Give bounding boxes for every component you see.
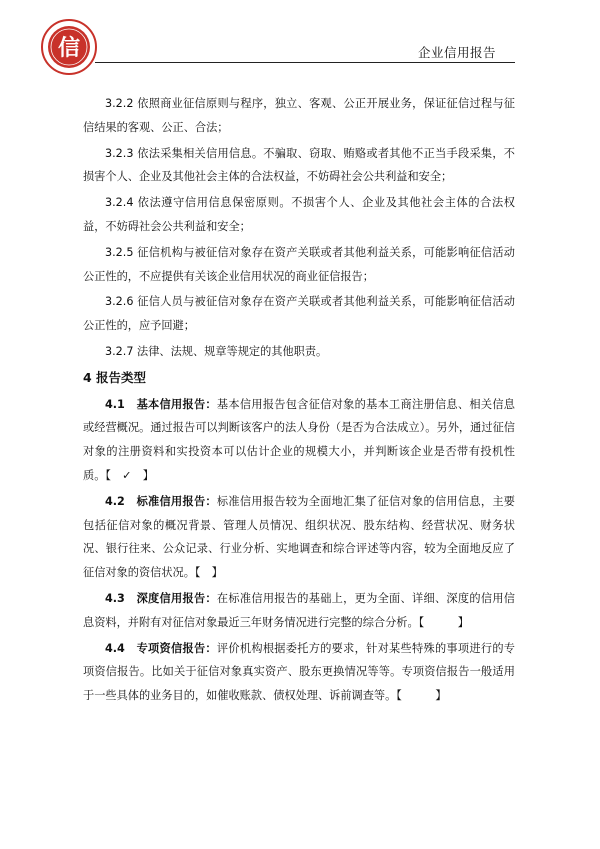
- report-type-body: 在标准信用报告的基础上，更为全面、详细、深度的信用信息资料，并附有对征信对象最近三年财务情况进行完整的综合分析。: [83, 591, 515, 629]
- report-type-body: 基本信用报告包含征信对象的基本工商注册信息、相关信息或经营概况。通过报告可以判断该客户的法人身份（是否为合法成立）。另外，通过征信对象的注册资料和实投资本可以估计企业的规模大小，并判断该企业是否带有投机性质。: [83, 397, 515, 482]
- report-type-label: 4.4 专项资信报告：: [105, 641, 217, 655]
- clause-3-2-3: 3.2.3 依法采集相关信用信息。不骗取、窃取、贿赂或者其他不正当手段采集，不损害个人、企业及其他社会主体的合法权益，不妨碍社会公共利益和安全；: [83, 146, 515, 184]
- checkbox-basic[interactable]: 【 ✓ 】: [105, 468, 154, 482]
- report-type-basic: [83, 393, 515, 488]
- report-type-deep: [83, 587, 515, 635]
- clause-3-2-4: 3.2.4 依法遵守信用信息保密原则。不损害个人、企业及其他社会主体的合法权益，不妨碍社会公共利益和安全；: [83, 196, 515, 233]
- clause-3-2-6: 3.2.6 征信人员与被征信对象存在资产关联或者其他利益关系，可能影响征信活动公正性的，应予回避；: [83, 295, 515, 333]
- checkbox-special[interactable]: 【 】: [396, 689, 447, 703]
- header-title: 企业信用报告: [418, 45, 497, 60]
- checkbox-standard[interactable]: 【 】: [194, 566, 223, 580]
- report-type-body: 评价机构根据委托方的要求，针对某些特殊的事项进行的专项资信报告。比如关于征信对象真实资产、股东更换情况等等。专项资信报告一般适用于一些具体的业务目的，如催收账款、债权处理、诉前调查等。: [83, 641, 515, 703]
- clause-3-2-2: 3.2.2 依照商业征信原则与程序，独立、客观、公正开展业务，保证征信过程与征信结果的客观、公正、合法；: [83, 97, 515, 134]
- clause-3-2-5: 3.2.5 征信机构与被征信对象存在资产关联或者其他利益关系，可能影响征信活动公正性的，不应提供有关该企业信用状况的商业征信报告；: [83, 245, 515, 283]
- section-heading: 4 报告类型: [83, 369, 147, 385]
- checkbox-deep[interactable]: 【 】: [418, 615, 469, 629]
- report-type-label: 4.3 深度信用报告：: [105, 591, 217, 605]
- header-divider: [95, 62, 515, 63]
- company-logo: [40, 18, 98, 76]
- report-type-standard: [83, 490, 515, 585]
- logo-glyph: 信: [57, 35, 81, 61]
- report-type-label: 4.1 基本信用报告：: [105, 397, 217, 411]
- report-type-special: [83, 637, 515, 708]
- clause-3-2-7: 3.2.7 法律、法规、规章等规定的其他职责。: [105, 344, 328, 358]
- document-body: [83, 92, 515, 708]
- report-type-body: 标准信用报告较为全面地汇集了征信对象的信用信息，主要包括征信对象的概况背景、管理人员情况、组织状况、股东结构、经营状况、财务状况、银行往来、公众记录、行业分析、实地调查和综合评述等内容，较为全面地反应了征信对象的资信状况。: [83, 494, 515, 580]
- report-type-label: 4.2 标准信用报告：: [105, 494, 217, 508]
